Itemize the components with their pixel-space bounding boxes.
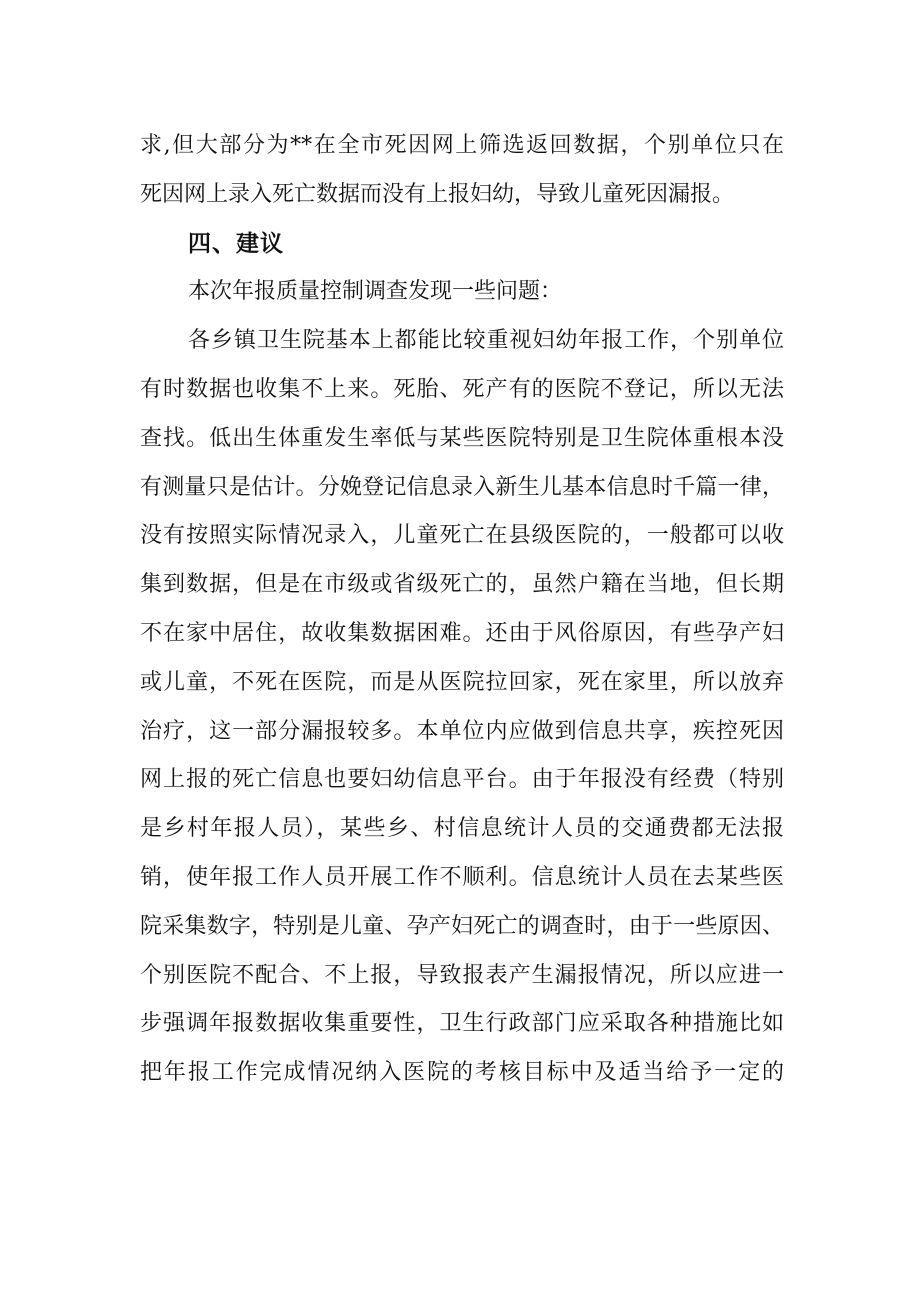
section-heading: 四、建议: [188, 230, 284, 257]
paragraph-line: 销，使年报工作人员开展工作不顺利。信息统计人员在去某些医: [140, 864, 784, 890]
paragraph-line: 院采集数字，特别是儿童、孕产妇死亡的调查时，由于一些原因、: [140, 913, 784, 939]
paragraph-line: 或儿童，不死在医院，而是从医院拉回家，死在家里，所以放弃: [140, 669, 784, 695]
paragraph-line: 死因网上录入死亡数据而没有上报妇幼，导致儿童死因漏报。: [140, 181, 735, 207]
paragraph-line: 查找。低出生体重发生率低与某些医院特别是卫生院体重根本没: [140, 425, 784, 451]
paragraph-line: 是乡村年报人员），某些乡、村信息统计人员的交通费都无法报: [140, 816, 784, 842]
paragraph-line: 求,但大部分为**在全市死因网上筛选返回数据，个别单位只在: [140, 133, 784, 158]
paragraph-line: 步强调年报数据收集重要性，卫生行政部门应采取各种措施比如: [140, 1011, 784, 1037]
paragraph-line: 个别医院不配合、不上报，导致报表产生漏报情况，所以应进一: [140, 962, 784, 988]
paragraph-line: 有测量只是估计。分娩登记信息录入新生儿基本信息时千篇一律，: [140, 474, 784, 500]
paragraph-line: 集到数据，但是在市级或省级死亡的，虽然户籍在当地，但长期: [140, 572, 784, 598]
paragraph-line: 没有按照实际情况录入，儿童死亡在县级医院的，一般都可以收: [140, 523, 784, 549]
paragraph-line: 各乡镇卫生院基本上都能比较重视妇幼年报工作，个别单位: [188, 328, 784, 354]
paragraph-line: 网上报的死亡信息也要妇幼信息平台。由于年报没有经费（特别: [140, 767, 784, 793]
paragraph-line: 有时数据也收集不上来。死胎、死产有的医院不登记，所以无法: [140, 376, 784, 402]
paragraph-line: 不在家中居住，故收集数据困难。还由于风俗原因，有些孕产妇: [140, 620, 784, 646]
intro-line: 本次年报质量控制调查发现一些问题：: [188, 279, 563, 305]
paragraph-line: 治疗，这一部分漏报较多。本单位内应做到信息共享，疾控死因: [140, 718, 784, 744]
paragraph-line: 把年报工作完成情况纳入医院的考核目标中及适当给予一定的: [140, 1060, 784, 1086]
document-page: [140, 122, 784, 1098]
